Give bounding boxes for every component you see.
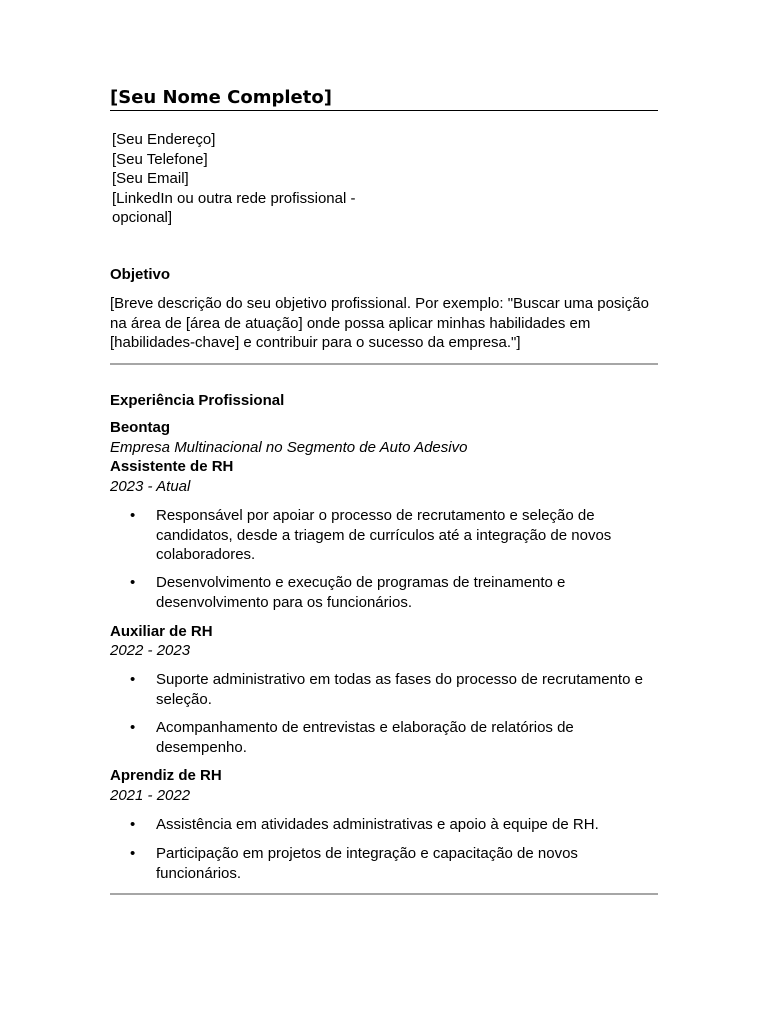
role-period: 2022 - 2023 — [110, 642, 191, 659]
bullet-text: Suporte administrativo em todas as fases do processo de recrutamento e seleção. — [156, 671, 643, 708]
bullet-text: Participação em projetos de integração e capacitação de novos funcionários. — [156, 845, 578, 882]
bullet-icon: • — [130, 507, 136, 524]
contact-email: [Seu Email] — [112, 170, 189, 187]
contact-block — [112, 130, 382, 228]
bullet-text: Responsável por apoiar o processo de recrutamento e seleção de candidatos, desde a triagem de currículos até a integração de novos colaboradores. — [156, 507, 612, 563]
role-title: Aprendiz de RH — [110, 767, 222, 784]
objective-text: [Breve descrição do seu objetivo profissional. Por exemplo: "Buscar uma posição na área de [área de atuação] onde possa aplicar minhas habilidades em [habilidades-chave] e contribuir para o sucesso da empresa."] — [110, 295, 649, 351]
experience-divider — [110, 893, 658, 895]
bullet-icon: • — [130, 671, 136, 688]
bullet-icon: • — [130, 719, 136, 736]
company-description: Empresa Multinacional no Segmento de Auto Adesivo — [110, 439, 468, 456]
bullet-icon: • — [130, 845, 136, 862]
role-period: 2021 - 2022 — [110, 787, 191, 804]
objective-title: Objetivo — [110, 266, 171, 283]
objective-divider — [110, 363, 658, 365]
bullet-icon: • — [130, 574, 136, 591]
role-period: 2023 - Atual — [110, 478, 191, 495]
role-title: Assistente de RH — [110, 458, 234, 475]
company-name: Beontag — [110, 419, 170, 436]
contact-address: [Seu Endereço] — [112, 131, 216, 148]
contact-phone: [Seu Telefone] — [112, 150, 208, 168]
role-title: Auxiliar de RH — [110, 623, 213, 640]
contact-linkedin-line1: [LinkedIn ou outra rede profissional - — [112, 189, 356, 207]
bullet-text: Acompanhamento de entrevistas e elaboração de relatórios de desempenho. — [156, 719, 574, 756]
bullet-text: Assistência em atividades administrativas e apoio à equipe de RH. — [156, 816, 599, 833]
name-underline — [110, 110, 658, 111]
bullet-icon: • — [130, 816, 136, 833]
contact-linkedin-line2: opcional] — [112, 209, 173, 226]
full-name: [Seu Nome Completo] — [110, 87, 332, 108]
experience-title: Experiência Profissional — [110, 392, 285, 409]
bullet-text: Desenvolvimento e execução de programas de treinamento e desenvolvimento para os funcionários. — [156, 574, 566, 611]
